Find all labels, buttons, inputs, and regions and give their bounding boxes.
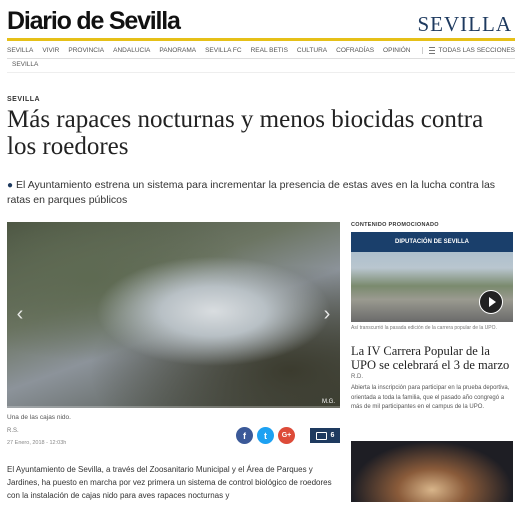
nav-item-vivir[interactable]: VIVIR xyxy=(42,47,60,54)
twitter-icon: t xyxy=(264,430,267,441)
article-byline: R.S. xyxy=(7,428,19,434)
bullet-icon: ● xyxy=(7,180,14,191)
article-body: El Ayuntamiento de Sevilla, a través del Zoosanitario Municipal y el Área de Parques y Jardines, ha puesto en marcha por vez primera un sistema de control biológico de roedores con la instalación de cajas nido para aves rapaces nocturnas y xyxy=(7,465,332,500)
all-sections-button[interactable] xyxy=(422,47,515,54)
main-nav xyxy=(7,43,515,58)
nav-item-provincia[interactable]: PROVINCIA xyxy=(68,47,105,54)
comment-icon xyxy=(316,432,327,440)
nav-divider xyxy=(7,58,515,59)
promo-banner: DIPUTACIÓN DE SEVILLA xyxy=(351,232,513,252)
summary-text: El Ayuntamiento estrena un sistema para incrementar la presencia de estas aves en la lucha contra las ratas en parques públicos xyxy=(7,179,496,206)
photo-credit: M.G. xyxy=(322,399,335,405)
accent-bar xyxy=(7,38,515,41)
photo-caption: Una de las cajas nido. xyxy=(7,414,71,421)
comments-count: 6 xyxy=(330,432,335,439)
article-photo-gallery[interactable] xyxy=(7,222,340,408)
promo-title[interactable]: La IV Carrera Popular de la UPO se celebrará el 3 de marzo xyxy=(351,344,510,372)
nav-item-sevilla[interactable]: SEVILLA xyxy=(7,47,34,54)
nav-item-panorama[interactable]: PANORAMA xyxy=(159,47,197,54)
article-date: 27 Enero, 2018 - 12:03h xyxy=(7,440,67,446)
google-plus-icon: G+ xyxy=(281,432,292,439)
nav-item-cultura[interactable]: CULTURA xyxy=(296,47,328,54)
subnav-item-sevilla[interactable]: SEVILLA xyxy=(12,61,39,68)
nav-item-sevilla-fc[interactable]: SEVILLA FC xyxy=(205,47,242,54)
twitter-share-button[interactable] xyxy=(257,427,274,444)
chevron-right-icon[interactable]: › xyxy=(323,303,331,325)
chevron-left-icon[interactable]: ‹ xyxy=(16,303,24,325)
comments-button[interactable] xyxy=(310,428,340,443)
menu-icon xyxy=(429,47,435,54)
article-kicker[interactable]: SEVILLA xyxy=(7,96,41,103)
article-summary xyxy=(7,178,512,207)
facebook-share-button[interactable] xyxy=(236,427,253,444)
subnav-divider xyxy=(7,72,515,73)
article-headline: Más rapaces nocturnas y menos biocidas contra los roedores xyxy=(7,106,484,160)
promo-author: R.D. xyxy=(351,374,363,380)
nav-item-opinion[interactable]: OPINIÓN xyxy=(383,47,411,54)
nav-item-andalucia[interactable]: ANDALUCIA xyxy=(113,47,151,54)
promo-video-thumbnail[interactable] xyxy=(351,232,513,322)
promo-second-thumbnail[interactable] xyxy=(351,441,513,502)
site-logo[interactable]: Diario de Sevilla xyxy=(7,7,180,35)
facebook-icon: f xyxy=(243,430,246,441)
promo-image-caption: Así transcurrió la pasada edición de la carrera popular de la UPO. xyxy=(351,325,497,331)
nav-item-real-betis[interactable]: REAL BETIS xyxy=(250,47,288,54)
section-title[interactable]: SEVILLA xyxy=(417,12,512,36)
gallery-progress xyxy=(7,406,340,408)
promo-text: Abierta la inscripción para participar en la prueba deportiva, orientada a toda la familia, que el pasado año congregó a más de mil participantes en el campus de la UPO. xyxy=(351,385,510,410)
play-icon[interactable] xyxy=(479,290,503,314)
nav-item-cofradias[interactable]: COFRADÍAS xyxy=(336,47,375,54)
all-sections-label: TODAS LAS SECCIONES xyxy=(438,47,515,54)
promo-label: CONTENIDO PROMOCIONADO xyxy=(351,222,439,228)
google-plus-share-button[interactable] xyxy=(278,427,295,444)
